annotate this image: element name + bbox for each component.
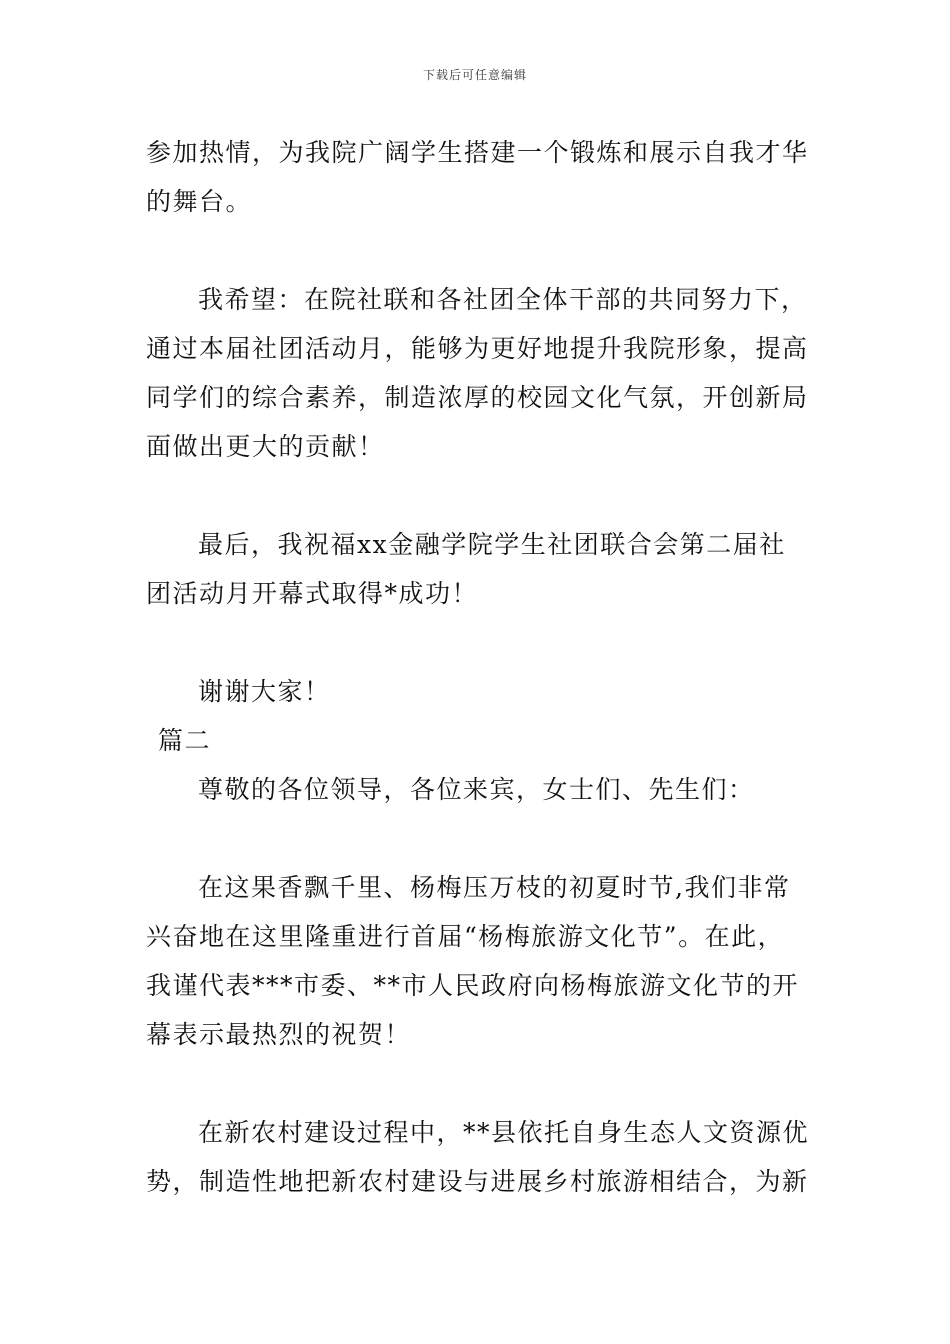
paragraph-1: 参加热情，为我院广阔学生搭建一个锻炼和展示自我才华的舞台。 [146,138,809,216]
paragraph-gap [146,226,810,275]
paragraph-2: 我希望：在院社联和各社团全体干部的共同努力下，通过本届社团活动月，能够为更好地提升我院形象，提高同学们的综合素养，制造浓厚的校园文化气氛，开创新局面做出更大的贡献！ [146,285,809,461]
page-header: 下载后可任意编辑 [422,68,527,82]
document-body [146,128,810,1206]
paragraph-6: 在这果香飘千里、杨梅压万枝的初夏时节,我们非常兴奋地在这里隆重进行首届“杨梅旅游文化节”。在此，我谨代表***市委、**市人民政府向杨梅旅游文化节的开幕表示最热烈的祝贺！ [146,873,800,1049]
paragraph-3: 最后，我祝福xx金融学院学生社团联合会第二届社团活动月开幕式取得*成功！ [146,530,786,608]
section-heading: 篇二 [158,726,212,755]
paragraph-gap [146,1059,810,1108]
paragraph-gap [146,814,810,863]
paragraph-4: 谢谢大家！ [198,677,331,706]
paragraph-7: 在新农村建设过程中，**县依托自身生态人文资源优势，制造性地把新农村建设与进展乡村旅游相结合，为新 [146,1118,810,1196]
paragraph-gap [146,471,810,520]
paragraph-5: 尊敬的各位领导，各位来宾，女士们、先生们： [198,775,755,804]
paragraph-gap [146,618,810,667]
